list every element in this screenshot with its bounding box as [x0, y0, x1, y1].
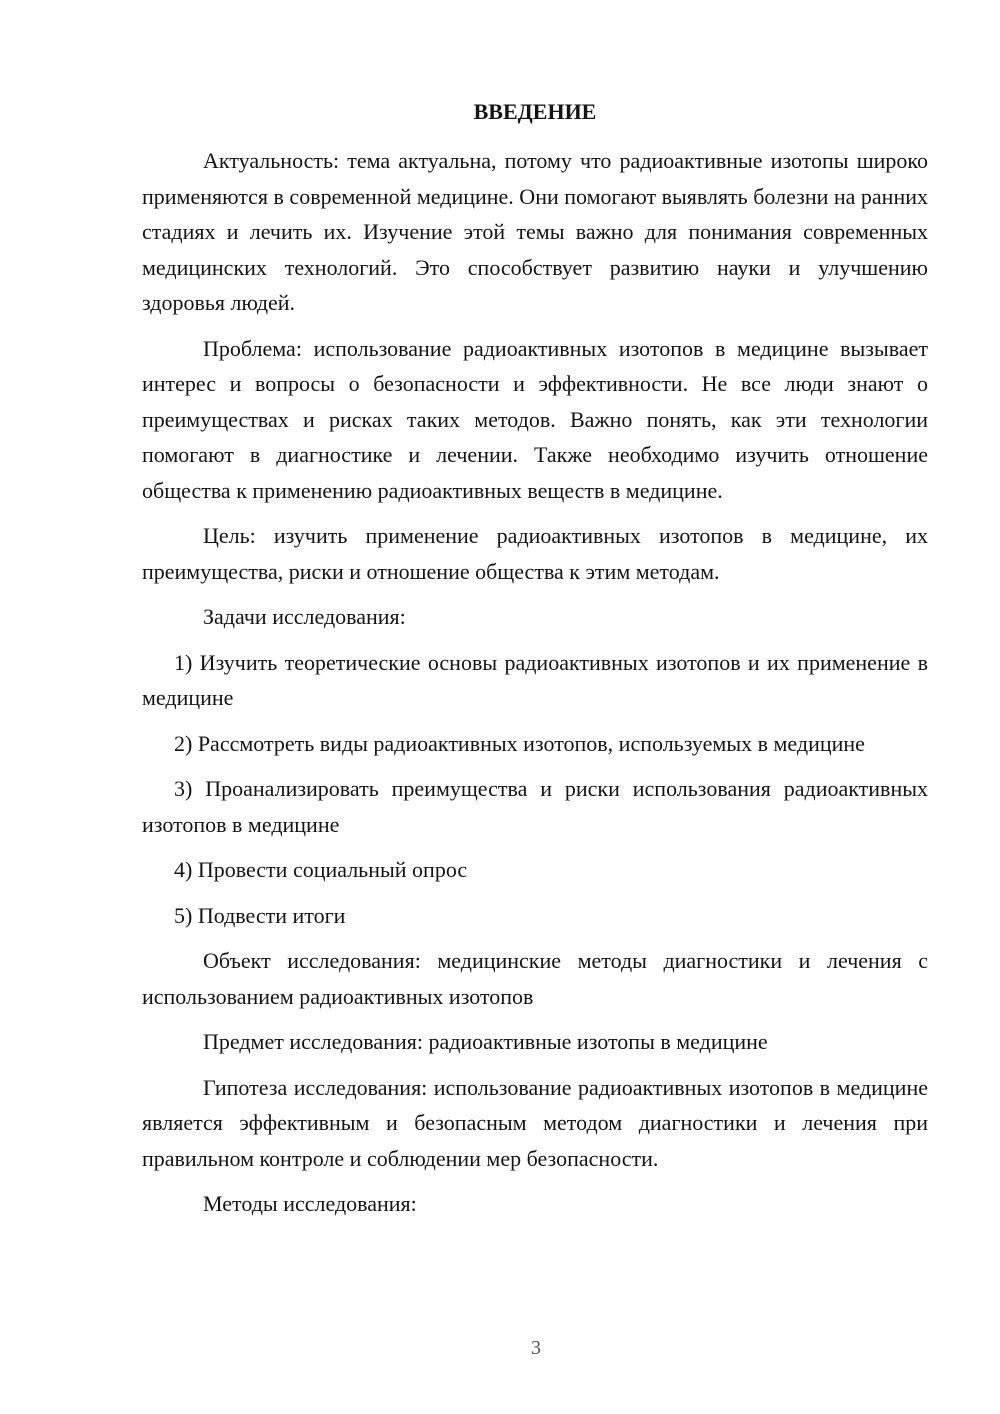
list-item-task-5: 5) Подвести итоги — [174, 902, 346, 928]
paragraph-relevance: Актуальность: тема актуальна, потому что радиоактивные изотопы широко применяются в современной медицине. Они помогают выявлять болезни на ранних стадиях и лечить их. Изучение этой темы важно для понимания современных медицинских технологий. Это способствует развитию науки и улучшению здоровья людей. — [142, 148, 928, 315]
paragraph-tasks-heading: Задачи исследования: — [203, 604, 406, 629]
list-item-task-2: 2) Рассмотреть виды радиоактивных изотопов, используемых в медицине — [174, 730, 865, 756]
list-item-task-1: 1) Изучить теоретические основы радиоактивных изотопов и их применение в медицине — [142, 649, 928, 710]
paragraph-goal: Цель: изучить применение радиоактивных изотопов в медицине, их преимущества, риски и отношение общества к этим методам. — [142, 523, 928, 584]
paragraph-methods: Методы исследования: — [203, 1191, 417, 1216]
paragraph-hypothesis: Гипотеза исследования: использование радиоактивных изотопов в медицине является эффективным и безопасным методом диагностики и лечения при правильном контроле и соблюдении мер безопасности. — [142, 1074, 928, 1171]
section-heading: ВВЕДЕНИЕ — [473, 99, 597, 124]
list-item-task-3: 3) Проанализировать преимущества и риски использования радиоактивных изотопов в медицине — [142, 776, 928, 837]
paragraph-subject: Предмет исследования: радиоактивные изотопы в медицине — [203, 1029, 768, 1054]
paragraph-problem: Проблема: использование радиоактивных изотопов в медицине вызывает интерес и вопросы о безопасности и эффективности. Не все люди знают о преимуществах и рисках таких методов. Важно понять, как эти технологии помогают в диагностике и лечении. Также необходимо изучить отношение общества к применению радиоактивных веществ в медицине. — [142, 335, 928, 503]
list-item-task-4: 4) Провести социальный опрос — [174, 857, 468, 882]
body-text — [142, 143, 928, 1232]
paragraph-object: Объект исследования: медицинские методы диагностики и лечения с использованием радиоактивных изотопов — [142, 948, 928, 1009]
page-number: 3 — [531, 1337, 541, 1359]
